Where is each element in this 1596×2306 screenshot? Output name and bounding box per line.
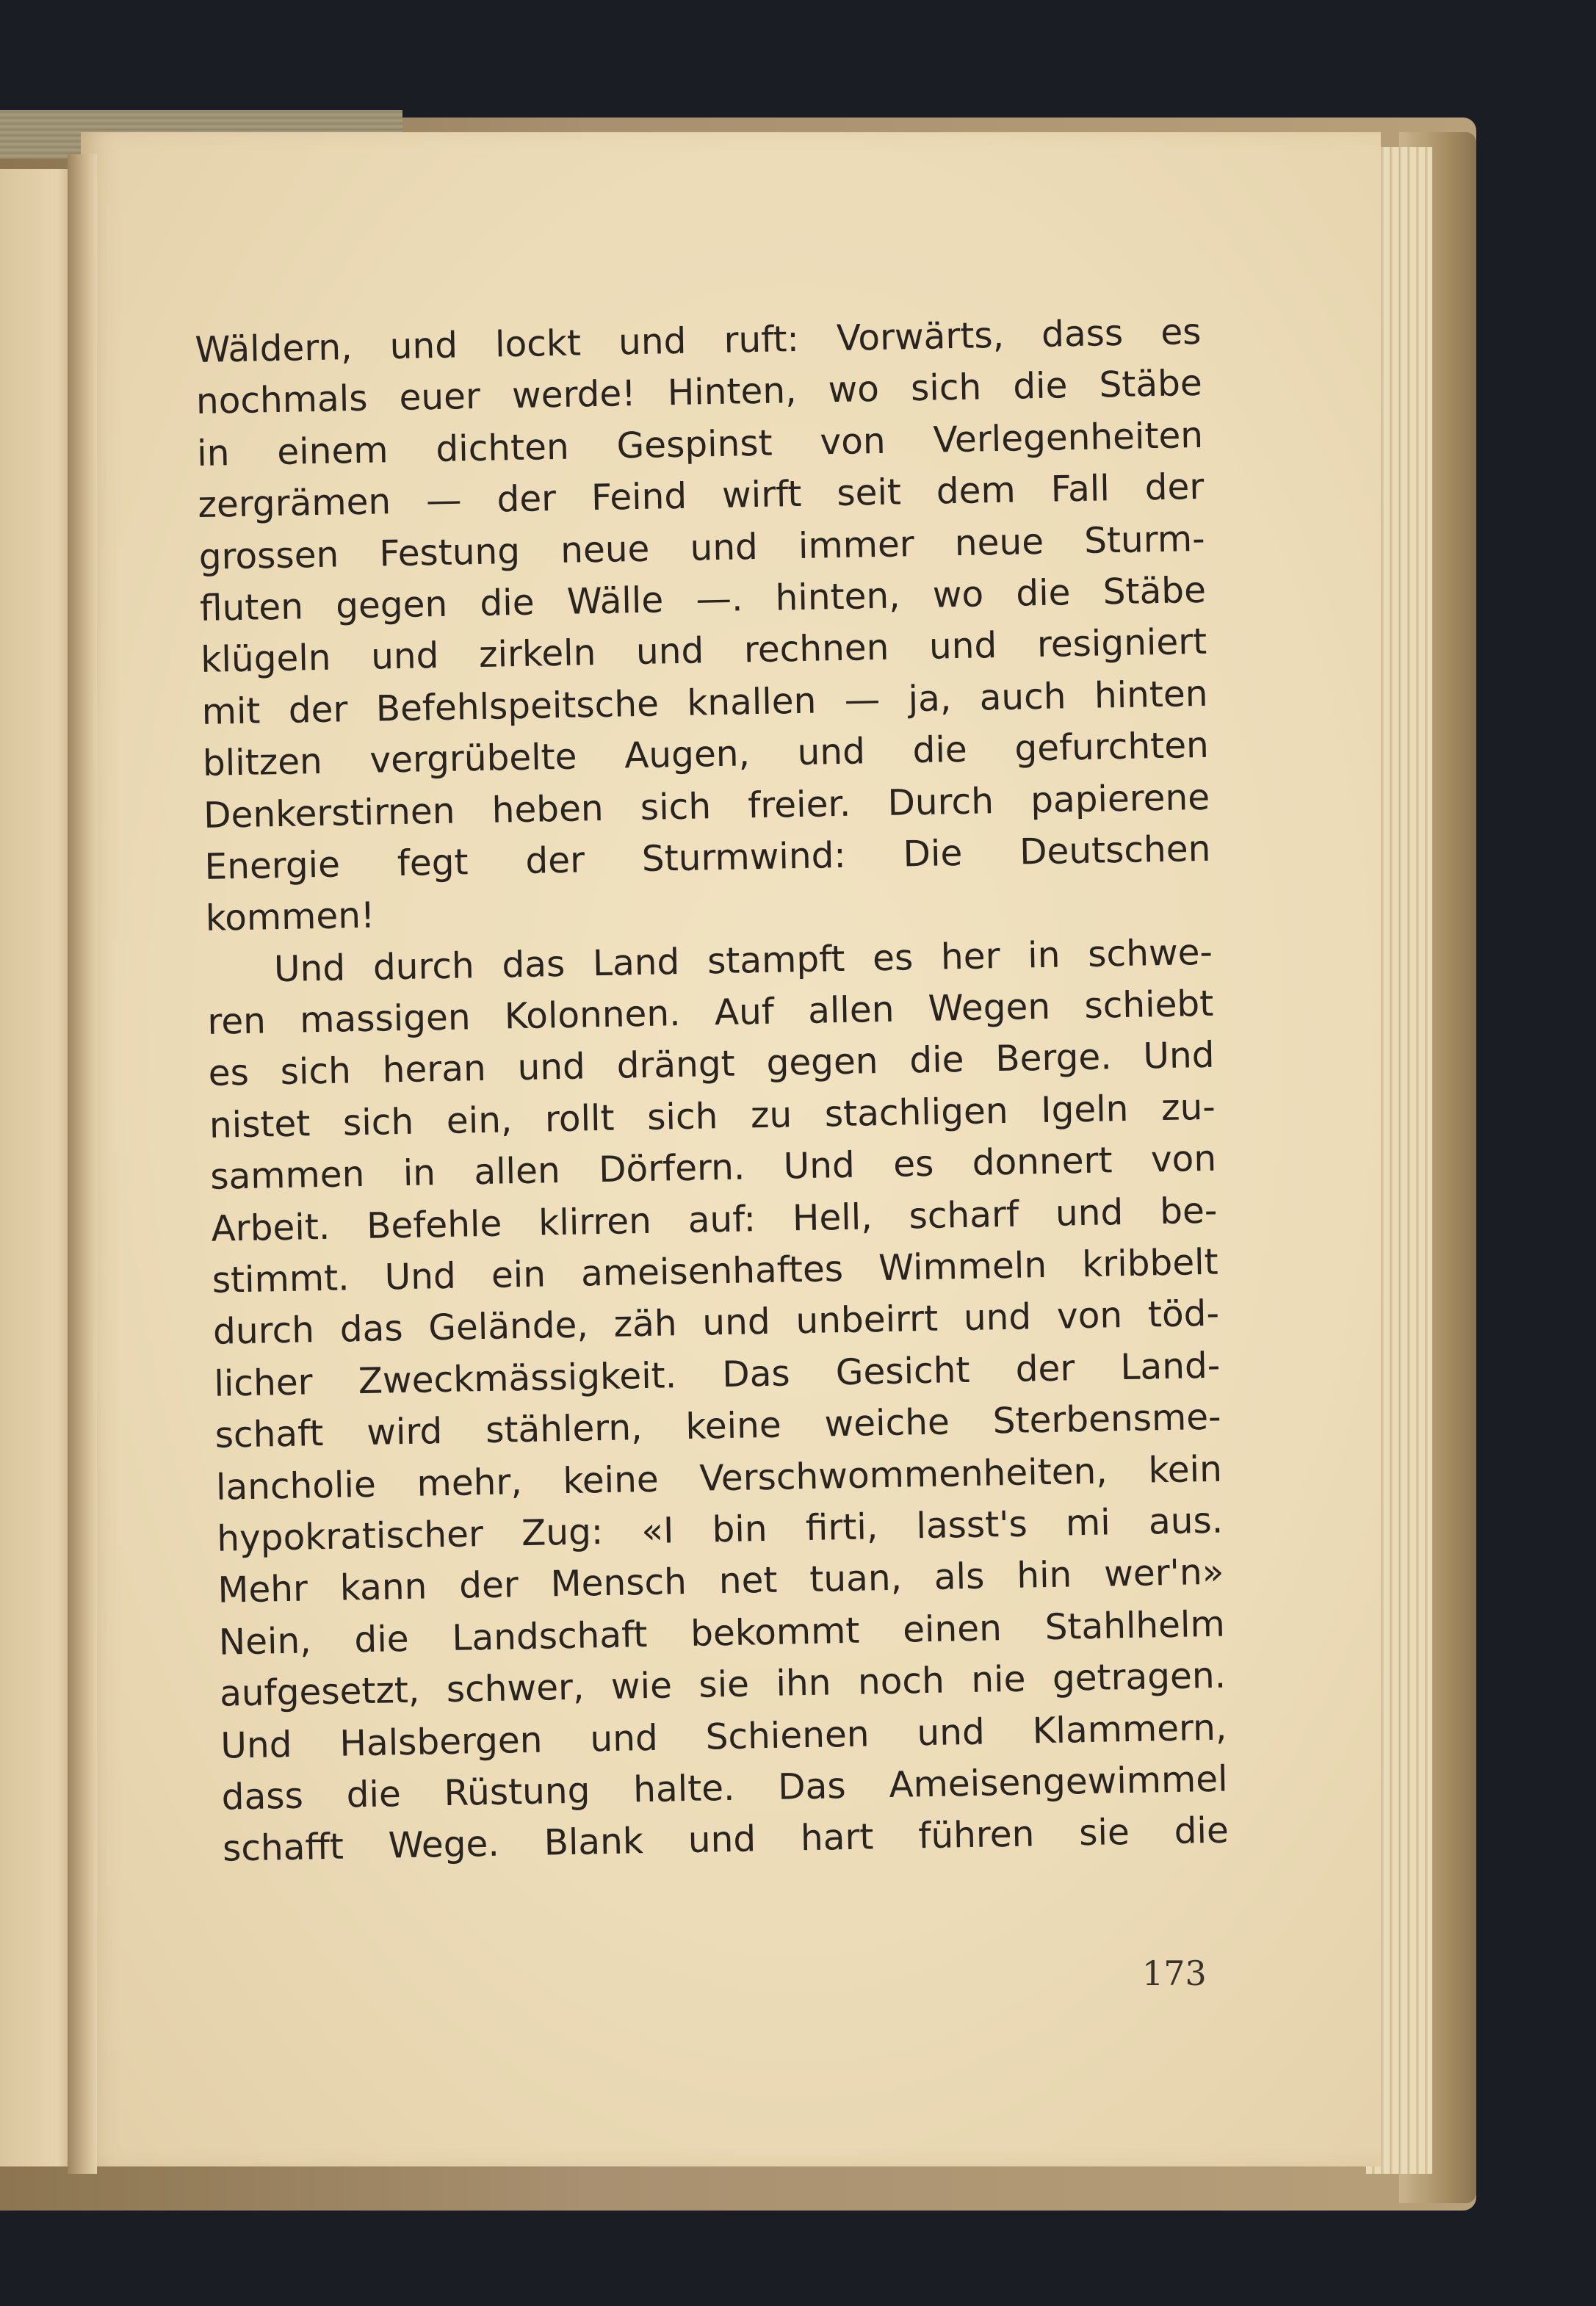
- text-line: nochmals euer werde! Hinten, wo sich die Stäbe: [195, 363, 1203, 423]
- text-line: dass die Rüstung halte. Das Ameisengewimmel: [221, 1758, 1229, 1818]
- text-line: Und durch das Land stampft es her in schwe-: [273, 931, 1213, 990]
- text-line: lancholie mehr, keine Verschwommenheiten, kein: [215, 1448, 1223, 1508]
- text-line: Energie fegt der Sturmwind: Die Deutschen: [204, 828, 1211, 888]
- text-line: Denkerstirnen heben sich freier. Durch papierene: [203, 776, 1210, 836]
- text-line: grossen Festung neue und immer neue Sturm-: [198, 518, 1206, 578]
- book-gutter: [68, 154, 97, 2174]
- text-line: stimmt. Und ein ameisenhaftes Wimmeln kribbelt: [212, 1241, 1219, 1301]
- text-line: durch das Gelände, zäh und unbeirrt und von töd-: [212, 1293, 1220, 1353]
- text-line: licher Zweckmässigkeit. Das Gesicht der Land-: [213, 1345, 1221, 1405]
- text-line: mit der Befehlspeitsche knallen — ja, auch hinten: [201, 673, 1208, 733]
- text-line: es sich heran und drängt gegen die Berge. Und: [208, 1035, 1215, 1095]
- text-line: hypokratischer Zug: «I bin firti, lasst's mi aus.: [216, 1500, 1224, 1560]
- text-line: klügeln und zirkeln und rechnen und resigniert: [200, 621, 1207, 682]
- text-line: Arbeit. Befehle klirren auf: Hell, scharf und be-: [211, 1190, 1218, 1250]
- text-line: fluten gegen die Wälle —. hinten, wo die Stäbe: [199, 569, 1207, 629]
- text-line: schafft Wege. Blank und hart führen sie die: [222, 1810, 1230, 1870]
- text-line: blitzen vergrübelte Augen, und die gefurchten: [202, 724, 1210, 785]
- text-line: kommen!: [205, 894, 375, 940]
- page-number: 173: [1142, 1953, 1207, 1993]
- text-line: ren massigen Kolonnen. Auf allen Wegen schiebt: [206, 983, 1214, 1043]
- text-line: Und Halsbergen und Schienen und Klammern,: [220, 1707, 1227, 1767]
- text-line: Mehr kann der Mensch net tuan, als hin wer'n»: [217, 1551, 1224, 1612]
- text-line: aufgesetzt, schwer, wie sie ihn noch nie getragen.: [219, 1655, 1227, 1715]
- text-line: Wäldern, und lockt und ruft: Vorwärts, dass es: [195, 311, 1202, 371]
- text-line: Nein, die Landschaft bekommt einen Stahlhelm: [218, 1603, 1226, 1663]
- text-line: in einem dichten Gespinst von Verlegenheiten: [196, 414, 1204, 474]
- text-line: sammen in allen Dörfern. Und es donnert von: [209, 1138, 1217, 1199]
- body-text: [195, 306, 1229, 1875]
- text-line: nistet sich ein, rollt sich zu stachligen Igeln zu-: [209, 1086, 1216, 1146]
- text-line: schaft wird stählern, keine weiche Sterbensme-: [214, 1396, 1222, 1456]
- text-line: zergrämen — der Feind wirft seit dem Fall der: [197, 466, 1205, 527]
